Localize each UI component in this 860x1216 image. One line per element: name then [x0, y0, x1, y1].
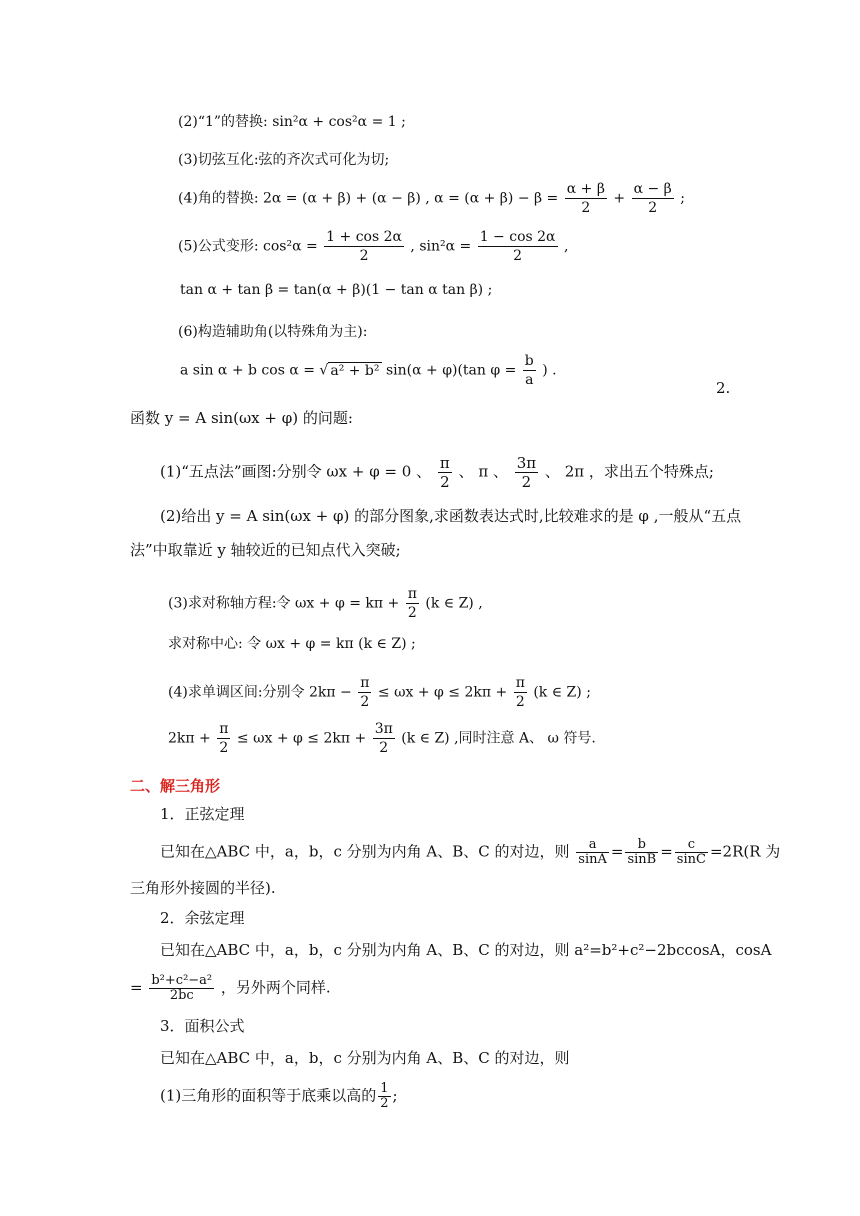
numerator: b	[524, 353, 534, 369]
line-sine-law-cont: 三角形外接圆的半径).	[130, 879, 276, 897]
denominator: 2	[407, 605, 417, 621]
line-formula-transform	[178, 228, 568, 265]
fraction	[478, 228, 558, 265]
line-symmetry-center: 求对称中心: 令 ωx + φ = kπ (k ∈ Z) ;	[168, 636, 416, 652]
line-tan-identity: tan α + tan β = tan(α + β)(1 − tan α tan β) ;	[180, 282, 493, 298]
text: ) .	[542, 362, 557, 379]
fraction	[324, 228, 404, 265]
text: (4)求单调区间:分别令 2kπ −	[168, 684, 352, 701]
text: (k ∈ Z) ;	[533, 684, 591, 701]
line-cosine-law: 已知在△ABC 中，a，b，c 分别为内角 A、B、C 的对边，则 a²=b²+c²−2bccosA，cosA	[160, 941, 772, 959]
denominator: 2	[513, 248, 523, 264]
text: 、 π 、	[458, 462, 508, 481]
fraction	[514, 674, 527, 711]
text: ,	[563, 238, 569, 255]
numerator: α − β	[633, 181, 672, 197]
text: 2kπ +	[168, 730, 211, 747]
line-function-topic: 函数 y = A sin(ωx + φ) 的问题:	[130, 409, 353, 427]
section-heading: 二、解三角形	[130, 777, 221, 795]
line-area-half	[160, 1082, 398, 1111]
numerator: b	[625, 838, 658, 853]
fraction	[523, 352, 536, 389]
fraction	[515, 454, 538, 491]
numerator: π	[407, 586, 417, 602]
fraction	[632, 180, 674, 217]
fraction	[217, 720, 230, 757]
line-symmetry-axis	[168, 585, 483, 622]
numerator: 3π	[516, 454, 537, 472]
denominator: 2	[360, 694, 370, 710]
text: =	[660, 842, 673, 861]
text: =	[130, 978, 143, 997]
text: a sin α + b cos α =	[180, 362, 315, 379]
numerator: b²+c²−a²	[151, 973, 213, 988]
line-auxiliary-formula: a sin α + b cos α = √ a² + b² sin(α + φ)(tan φ = $\frac{b}{a}$ ) .	[180, 353, 557, 388]
subheading-area-formula: 3．面积公式	[160, 1017, 245, 1035]
fraction	[149, 974, 214, 1003]
text: (5)公式变形: cos²α =	[178, 238, 318, 255]
text: =	[610, 842, 624, 861]
denominator: 2	[219, 740, 229, 756]
line-angle-substitution: (4)角的替换: 2α = (α + β) + (α − β) , α = (α + β) − β = $\frac{\alpha + \beta}{2}$ + $\frac{\alpha - \beta}{2}$ ;	[178, 181, 685, 216]
line-auxiliary-angle: (6)构造辅助角(以特殊角为主):	[178, 324, 368, 340]
numerator: 1	[380, 1081, 389, 1096]
denominator: 2	[440, 473, 450, 491]
text: 、 2π ，求出五个特殊点;	[544, 462, 714, 481]
fraction	[406, 585, 419, 622]
line-monotone-interval	[168, 674, 591, 711]
text: (1)“五点法”画图:分别令 ωx + φ = 0 、	[160, 462, 432, 481]
fraction	[438, 454, 452, 491]
line-monotone-interval-2	[168, 720, 596, 757]
line-five-point-method	[160, 454, 714, 491]
fraction	[675, 838, 708, 867]
fraction	[576, 838, 609, 867]
denominator: 2	[379, 740, 389, 756]
numerator: α + β	[566, 181, 605, 197]
denominator: 2	[515, 694, 525, 710]
subheading-cosine-law: 2．余弦定理	[160, 909, 245, 927]
text: ;	[680, 190, 685, 207]
fraction	[373, 720, 395, 757]
numerator: c	[675, 838, 708, 853]
numerator: 1 − cos 2α	[479, 229, 556, 245]
text: (k ∈ Z) ,同时注意 A、 ω 符号.	[401, 730, 596, 747]
denominator: 2	[521, 473, 532, 491]
denominator: 2	[380, 1096, 389, 1111]
section-number: 2.	[716, 379, 731, 397]
line-area-formula: 已知在△ABC 中，a，b，c 分别为内角 A、B、C 的对边，则	[160, 1049, 570, 1067]
numerator: π	[439, 454, 450, 472]
text: (1)三角形的面积等于底乘以高的	[160, 1086, 377, 1105]
denominator: 2bc	[169, 988, 194, 1003]
text: sin(α + φ)(tan φ =	[385, 362, 517, 379]
text: =2R(R 为	[709, 842, 781, 861]
denominator: 2	[648, 200, 658, 216]
text: (3)求对称轴方程:令 ωx + φ = kπ +	[168, 595, 400, 612]
text: 已知在△ABC 中，a，b，c 分别为内角 A、B、C 的对边，则	[160, 842, 570, 861]
text: ，另外两个同样.	[220, 978, 331, 997]
text: , sin²α =	[410, 238, 472, 255]
numerator: π	[360, 675, 370, 691]
denominator: sinB	[627, 852, 657, 867]
sqrt-content: a² + b²	[330, 362, 380, 379]
line-partial-graph-cont: 法”中取靠近 y 轴较近的已知点代入突破;	[130, 541, 401, 559]
subheading-sine-law: 1．正弦定理	[160, 805, 245, 823]
text: (4)角的替换: 2α = (α + β) + (α − β) , α = (α + β) − β =	[178, 190, 559, 207]
line-partial-graph: (2)给出 y = A sin(ωx + φ) 的部分图象,求函数表达式时,比较难求的是 φ ,一般从“五点	[160, 507, 742, 525]
line-sine-law	[160, 838, 780, 867]
denominator: sinA	[578, 852, 607, 867]
numerator: 1 + cos 2α	[326, 229, 402, 245]
denominator: 2	[359, 248, 369, 264]
fraction	[625, 838, 658, 867]
denominator: 2	[581, 200, 591, 216]
text: ≤ ωx + φ ≤ 2kπ +	[236, 730, 367, 747]
line-cosine-law-cont	[130, 974, 331, 1003]
fraction	[358, 674, 371, 711]
fraction	[378, 1082, 390, 1111]
line-one-substitution: (2)“1”的替换: sin²α + cos²α = 1 ;	[178, 114, 406, 130]
text: (k ∈ Z) ,	[425, 595, 483, 612]
numerator: π	[219, 721, 229, 737]
text: ;	[392, 1086, 398, 1105]
line-tan-sin-cos: (3)切弦互化:弦的齐次式可化为切;	[178, 152, 390, 168]
denominator: a	[525, 372, 534, 388]
numerator: 3π	[374, 721, 393, 737]
numerator: a	[576, 838, 609, 853]
denominator: sinC	[676, 852, 706, 867]
numerator: π	[515, 675, 525, 691]
text: ≤ ωx + φ ≤ 2kπ +	[377, 684, 508, 701]
fraction	[565, 180, 607, 217]
